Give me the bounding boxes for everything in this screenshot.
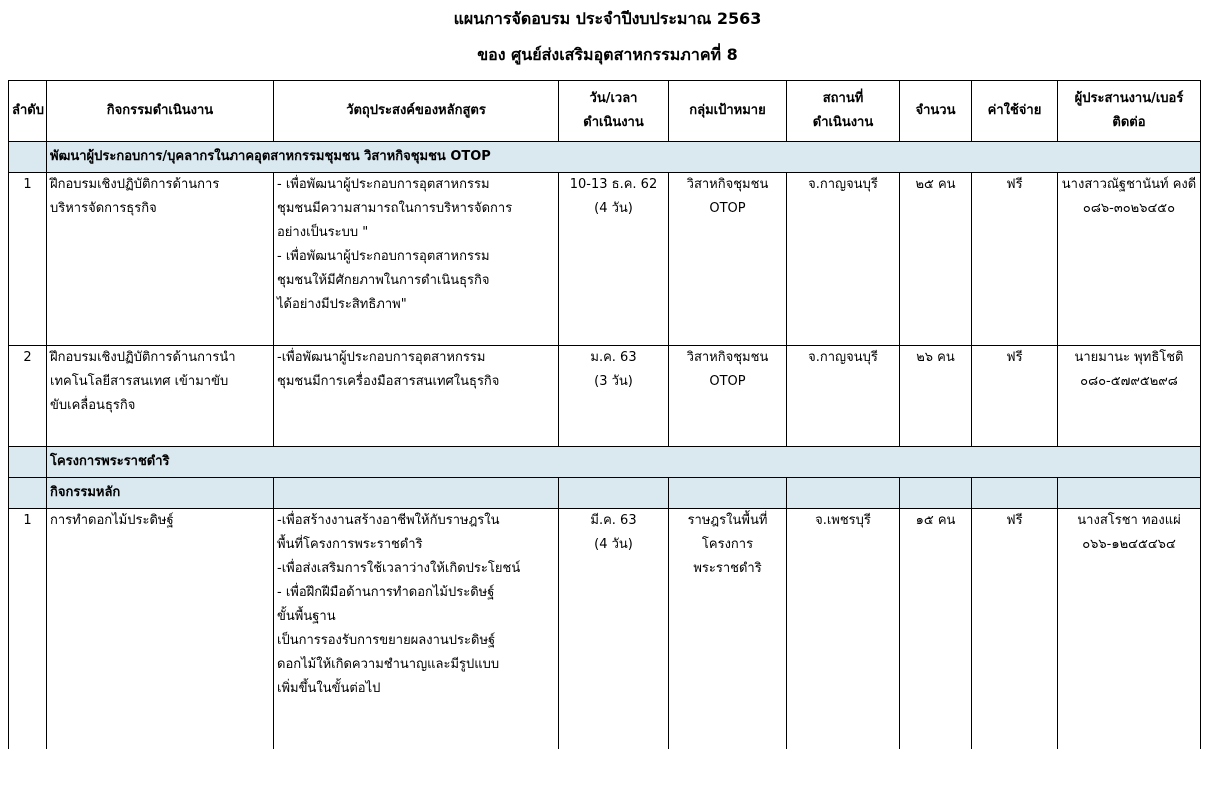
header-contact-line1: ผู้ประสานงาน/เบอร์: [1074, 91, 1184, 106]
activity-line: บริหารจัดการธุรกิจ: [50, 201, 157, 216]
cost-cell: ฟรี: [972, 346, 1058, 447]
place-cell: จ.กาญจนบุรี: [787, 346, 900, 447]
objective-cell: [274, 509, 559, 750]
objective-line: -เพื่อส่งเสริมการใช้เวลาว่างให้เกิดประโยชน์: [277, 561, 521, 576]
header-row: [9, 81, 1201, 142]
activity-cell: [47, 173, 274, 346]
date-cell: [559, 509, 669, 750]
activity-cell: [47, 509, 274, 750]
amount-cell: ๒๕ คน: [900, 173, 972, 346]
contact-cell: [1058, 173, 1201, 346]
contact-cell: [1058, 346, 1201, 447]
activity-line: ฝึกอบรมเชิงปฏิบัติการด้านการ: [50, 177, 220, 192]
section-title-royal: โครงการพระราชดำริ: [47, 447, 1201, 478]
header-activity: กิจกรรมดำเนินงาน: [47, 81, 274, 142]
subsection-row-main-activity: [9, 478, 1201, 509]
header-cost: ค่าใช้จ่าย: [972, 81, 1058, 142]
target-line: วิสาหกิจชุมชน: [686, 350, 769, 365]
document-title: แผนการจัดอบรม ประจำปีงบประมาณ 2563: [453, 9, 762, 28]
date-line: ม.ค. 63: [590, 350, 637, 365]
header-place-line2: ดำเนินงาน: [812, 115, 874, 130]
subsection-title: กิจกรรมหลัก: [47, 478, 274, 509]
subsection-empty-cell: [972, 478, 1058, 509]
row-number: 1: [9, 173, 47, 346]
date-line: มี.ค. 63: [590, 513, 637, 528]
subsection-empty-cell: [1058, 478, 1201, 509]
subsection-empty-cell: [669, 478, 787, 509]
target-line: พระราชดำริ: [693, 561, 762, 576]
activity-line: ฝึกอบรมเชิงปฏิบัติการด้านการนำ: [50, 350, 236, 365]
objective-line: พื้นที่โครงการพระราชดำริ: [277, 537, 423, 552]
objective-line: -เพื่อพัฒนาผู้ประกอบการอุตสาหกรรม: [277, 350, 486, 365]
objective-line: ชุมชนให้มีศักยภาพในการดำเนินธุรกิจ: [277, 273, 490, 288]
cost-cell: ฟรี: [972, 173, 1058, 346]
subsection-empty-cell: [274, 478, 559, 509]
date-line: (4 วัน): [594, 537, 633, 552]
header-target: กลุ่มเป้าหมาย: [669, 81, 787, 142]
contact-name: นางสาวณัฐชานันท์ คงดี: [1061, 177, 1197, 192]
row-number: 2: [9, 346, 47, 447]
place-cell: จ.กาญจนบุรี: [787, 173, 900, 346]
subsection-empty-cell: [787, 478, 900, 509]
row-number: 1: [9, 509, 47, 750]
header-date: [559, 81, 669, 142]
activity-line: การทำดอกไม้ประดิษฐ์: [50, 513, 174, 528]
objective-line: - เพื่อพัฒนาผู้ประกอบการอุตสาหกรรม: [277, 249, 490, 264]
section-empty-cell: [9, 447, 47, 478]
header-place-line1: สถานที่: [822, 91, 864, 106]
target-line: โครงการ: [701, 537, 754, 552]
header-no: ลำดับ: [9, 81, 47, 142]
target-cell: [669, 509, 787, 750]
cost-cell: ฟรี: [972, 509, 1058, 750]
header-amount: จำนวน: [900, 81, 972, 142]
amount-cell: ๑๕ คน: [900, 509, 972, 750]
objective-line: ขั้นพื้นฐาน: [277, 609, 336, 624]
subsection-empty-cell: [559, 478, 669, 509]
activity-cell: [47, 346, 274, 447]
contact-phone: ๐๘๐-๕๗๙๕๒๙๘: [1080, 374, 1178, 389]
objective-line: ได้อย่างมีประสิทธิภาพ": [277, 297, 407, 312]
training-plan-table: [8, 80, 1201, 749]
contact-phone: ๐๘๖-๓๐๒๖๔๕๐: [1082, 201, 1176, 216]
table-row: [9, 509, 1201, 750]
date-cell: [559, 346, 669, 447]
date-line: (3 วัน): [594, 374, 633, 389]
objective-line: - เพื่อพัฒนาผู้ประกอบการอุตสาหกรรม: [277, 177, 490, 192]
header-date-line1: วัน/เวลา: [589, 91, 638, 106]
place-cell: จ.เพชรบุรี: [787, 509, 900, 750]
target-cell: [669, 173, 787, 346]
objective-line: - เพื่อฝึกฝีมือด้านการทำดอกไม้ประดิษฐ์: [277, 585, 495, 600]
contact-name: นางสโรชา ทองแผ่: [1077, 513, 1181, 528]
header-contact: [1058, 81, 1201, 142]
table-row: [9, 346, 1201, 447]
header-place: [787, 81, 900, 142]
objective-line: อย่างเป็นระบบ ": [277, 225, 369, 240]
section-title-otop: พัฒนาผู้ประกอบการ/บุคลากรในภาคอุตสาหกรรมชุมชน วิสาหกิจชุมชน OTOP: [47, 142, 1201, 173]
objective-line: -เพื่อสร้างงานสร้างอาชีพให้กับราษฎรใน: [277, 513, 500, 528]
objective-line: ชุมชนมีความสามารถในการบริหารจัดการ: [277, 201, 513, 216]
contact-phone: ๐๖๖-๑๒๔๕๔๖๔: [1082, 537, 1176, 552]
target-line: OTOP: [709, 374, 746, 389]
document-subtitle: ของ ศูนย์ส่งเสริมอุตสาหกรรมภาคที่ 8: [477, 45, 738, 64]
contact-name: นายมานะ พุทธิโชติ: [1074, 350, 1184, 365]
target-line: OTOP: [709, 201, 746, 216]
objective-line: เพิ่มขึ้นในขั้นต่อไป: [277, 681, 381, 696]
section-row-otop: [9, 142, 1201, 173]
objective-line: ดอกไม้ให้เกิดความชำนาญและมีรูปแบบ: [277, 657, 500, 672]
target-line: วิสาหกิจชุมชน: [686, 177, 769, 192]
objective-line: ชุมชนมีการเครื่องมือสารสนเทศในธุรกิจ: [277, 374, 500, 389]
date-cell: [559, 173, 669, 346]
objective-cell: [274, 346, 559, 447]
target-cell: [669, 346, 787, 447]
header-objective: วัตถุประสงค์ของหลักสูตร: [274, 81, 559, 142]
header-date-line2: ดำเนินงาน: [583, 115, 644, 130]
objective-line: เป็นการรองรับการขยายผลงานประดิษฐ์: [277, 633, 496, 648]
table-row: [9, 173, 1201, 346]
date-line: (4 วัน): [594, 201, 633, 216]
section-row-royal: [9, 447, 1201, 478]
objective-cell: [274, 173, 559, 346]
section-empty-cell: [9, 142, 47, 173]
activity-line: ขับเคลื่อนธุรกิจ: [50, 398, 136, 413]
amount-cell: ๒๖ คน: [900, 346, 972, 447]
header-contact-line2: ติดต่อ: [1112, 115, 1146, 130]
target-line: ราษฎรในพื้นที่: [687, 513, 768, 528]
subsection-empty-cell: [9, 478, 47, 509]
subsection-empty-cell: [900, 478, 972, 509]
date-line: 10-13 ธ.ค. 62: [569, 177, 658, 192]
activity-line: เทคโนโลยีสารสนเทศ เข้ามาขับ: [50, 374, 229, 389]
contact-cell: [1058, 509, 1201, 750]
